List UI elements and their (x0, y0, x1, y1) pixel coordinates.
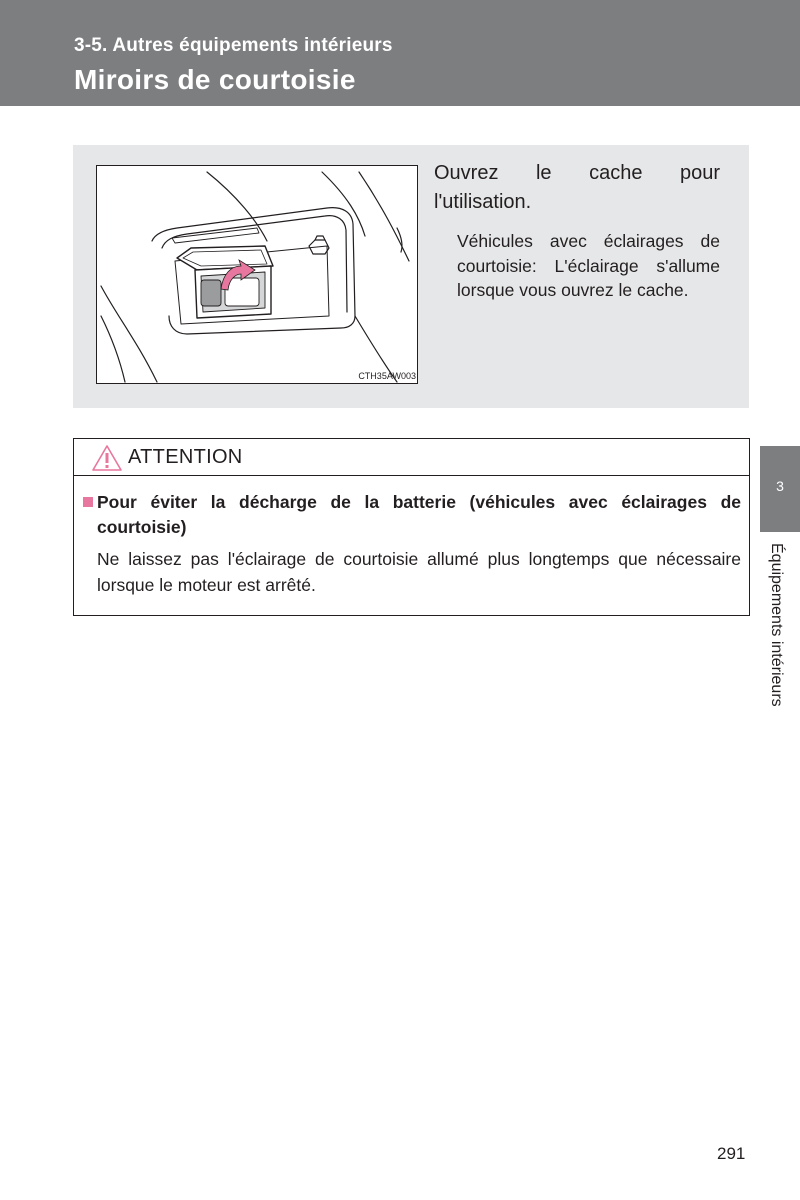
attention-header (74, 439, 749, 476)
page-title: Miroirs de courtoisie (74, 64, 356, 95)
sun-visor-illustration (97, 166, 417, 383)
chapter-tab (760, 446, 800, 532)
attention-box (73, 438, 750, 616)
page-header (0, 0, 800, 106)
vanity-mirror-figure (96, 165, 418, 384)
instruction-box (73, 145, 749, 408)
chapter-label: Équipements intérieurs (768, 543, 785, 707)
instruction-detail: Véhicules avec éclairages de courtoisie: L'éclairage s'allume lorsque vous ouvrez le cache. (457, 231, 720, 300)
bullet-square-icon (83, 497, 93, 507)
instruction-main: Ouvrez le cache pour l'utilisation. (434, 162, 720, 213)
figure-code: CTH35AW003 (358, 371, 416, 381)
attention-subheading: Pour éviter la décharge de la batterie (véhicules avec éclairages de courtoisie) (97, 492, 741, 537)
attention-label: ATTENTION (128, 446, 243, 468)
warning-triangle-icon (91, 444, 123, 472)
chapter-number: 3 (776, 478, 784, 494)
section-heading: 3-5. Autres équipements intérieurs (74, 35, 393, 56)
page-number: 291 (717, 1144, 746, 1163)
attention-body: Ne laissez pas l'éclairage de courtoisie allumé plus longtemps que nécessaire lorsque le moteur est arrêté. (97, 549, 741, 595)
